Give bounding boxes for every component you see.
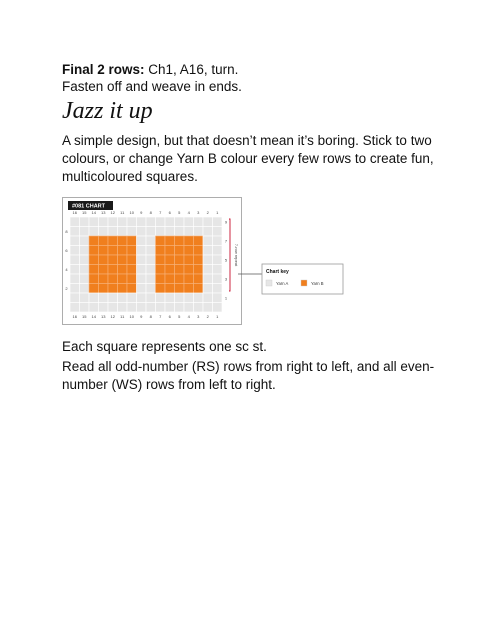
col-label-bottom: 11 xyxy=(120,314,125,319)
chart-cell-yarn-a xyxy=(184,293,194,303)
col-label-bottom: 14 xyxy=(91,314,96,319)
chart-cell-yarn-a xyxy=(70,236,80,246)
chart-cell-yarn-a xyxy=(203,265,213,275)
chart-cell-yarn-b xyxy=(165,274,175,284)
chart-cell-yarn-a xyxy=(146,255,156,265)
chart-cell-yarn-a xyxy=(203,236,213,246)
chart-cell-yarn-b xyxy=(118,274,128,284)
chart-cell-yarn-b xyxy=(156,284,166,294)
chart-cell-yarn-a xyxy=(70,246,80,256)
chart-cell-yarn-a xyxy=(99,293,109,303)
row-label-left: 4 xyxy=(65,266,68,272)
chart-cell-yarn-a xyxy=(213,265,223,275)
chart-cell-yarn-a xyxy=(165,303,175,313)
chart-cell-yarn-b xyxy=(156,255,166,265)
chart-cell-yarn-b xyxy=(108,246,118,256)
col-label-bottom: 9 xyxy=(140,314,143,319)
chart-cell-yarn-a xyxy=(137,227,147,237)
col-label-bottom: 4 xyxy=(187,314,190,319)
col-label-bottom: 6 xyxy=(168,314,171,319)
chart-cell-yarn-a xyxy=(146,217,156,227)
chart-cell-yarn-a xyxy=(89,227,99,237)
chart-cell-yarn-a xyxy=(213,236,223,246)
final-rows-text: Ch1, A16, turn. xyxy=(144,62,239,77)
row-label-right: 7 xyxy=(224,238,228,244)
chart-cell-yarn-a xyxy=(127,227,137,237)
col-label-top: 3 xyxy=(197,210,200,215)
chart-cell-yarn-b xyxy=(118,236,128,246)
chart-cell-yarn-a xyxy=(175,293,185,303)
row-label-right: 5 xyxy=(224,257,228,263)
chart-cell-yarn-a xyxy=(80,293,90,303)
chart-cell-yarn-b xyxy=(184,284,194,294)
chart-cell-yarn-b xyxy=(99,284,109,294)
chart-cell-yarn-a xyxy=(184,303,194,313)
col-label-top: 14 xyxy=(91,210,96,215)
chart-cell-yarn-a xyxy=(213,284,223,294)
chart-cell-yarn-a xyxy=(194,293,204,303)
col-label-top: 13 xyxy=(101,210,106,215)
chart-cell-yarn-a xyxy=(165,217,175,227)
chart-cell-yarn-b xyxy=(127,236,137,246)
chart-cell-yarn-a xyxy=(137,284,147,294)
chart-cell-yarn-a xyxy=(175,217,185,227)
chart-cell-yarn-a xyxy=(203,293,213,303)
chart-cell-yarn-b xyxy=(175,284,185,294)
chart-cell-yarn-b xyxy=(184,255,194,265)
chart-cell-yarn-a xyxy=(213,293,223,303)
chart-cell-yarn-a xyxy=(80,246,90,256)
chart-cell-yarn-b xyxy=(89,255,99,265)
chart-figure xyxy=(62,197,344,325)
chart-cell-yarn-b xyxy=(99,246,109,256)
col-label-top: 8 xyxy=(149,210,152,215)
chart-cell-yarn-a xyxy=(203,274,213,284)
key-label: Yarn A xyxy=(276,281,289,286)
row-label-left: 8 xyxy=(65,228,68,234)
key-swatch-yarn-a xyxy=(266,280,272,286)
col-label-bottom: 2 xyxy=(206,314,209,319)
chart-cell-yarn-a xyxy=(146,236,156,246)
chart-cell-yarn-a xyxy=(99,227,109,237)
chart-cell-yarn-b xyxy=(194,274,204,284)
chart-cell-yarn-a xyxy=(203,284,213,294)
final-rows-label: Final 2 rows: xyxy=(62,62,145,77)
chart-cell-yarn-a xyxy=(80,303,90,313)
chart-cell-yarn-a xyxy=(137,293,147,303)
chart-cell-yarn-b xyxy=(118,284,128,294)
col-label-top: 16 xyxy=(72,210,77,215)
chart-cell-yarn-b xyxy=(194,236,204,246)
chart-cell-yarn-a xyxy=(156,293,166,303)
section-body: A simple design, but that doesn’t mean it’s boring. Stick to two colours, or change Yarn B colour every few rows to create fun, multicoloured squares. xyxy=(62,133,434,184)
chart-cell-yarn-b xyxy=(89,236,99,246)
chart-cell-yarn-b xyxy=(118,246,128,256)
chart-cell-yarn-a xyxy=(137,217,147,227)
chart-cell-yarn-a xyxy=(118,303,128,313)
col-label-top: 2 xyxy=(206,210,209,215)
chart-cell-yarn-b xyxy=(184,246,194,256)
chart-cell-yarn-b xyxy=(108,284,118,294)
col-label-bottom: 1 xyxy=(216,314,219,319)
chart-cell-yarn-a xyxy=(156,217,166,227)
chart-grid xyxy=(70,217,222,312)
chart-cell-yarn-b xyxy=(99,274,109,284)
chart-cell-yarn-b xyxy=(175,236,185,246)
row-label-right: 3 xyxy=(224,276,228,282)
chart-cell-yarn-a xyxy=(203,217,213,227)
chart-cell-yarn-a xyxy=(184,217,194,227)
chart-cell-yarn-b xyxy=(175,255,185,265)
chart-cell-yarn-a xyxy=(80,227,90,237)
chart-cell-yarn-a xyxy=(175,227,185,237)
chart-cell-yarn-b xyxy=(184,274,194,284)
chart-cell-yarn-a xyxy=(70,227,80,237)
chart-cell-yarn-a xyxy=(70,265,80,275)
chart-cell-yarn-a xyxy=(127,217,137,227)
chart-cell-yarn-b xyxy=(118,265,128,275)
chart-cell-yarn-a xyxy=(89,293,99,303)
chart-cell-yarn-b xyxy=(156,246,166,256)
chart-cell-yarn-a xyxy=(203,255,213,265)
chart-cell-yarn-a xyxy=(70,255,80,265)
chart-cell-yarn-a xyxy=(213,303,223,313)
chart-cell-yarn-a xyxy=(194,303,204,313)
col-label-bottom: 12 xyxy=(110,314,115,319)
chart-cell-yarn-a xyxy=(80,236,90,246)
row-label-left: 6 xyxy=(65,247,68,253)
chart-cell-yarn-a xyxy=(70,303,80,313)
chart-cell-yarn-a xyxy=(137,303,147,313)
col-label-top: 10 xyxy=(129,210,134,215)
chart-cell-yarn-a xyxy=(137,255,147,265)
col-label-bottom: 13 xyxy=(101,314,106,319)
col-label-top: 12 xyxy=(110,210,115,215)
chart-cell-yarn-a xyxy=(194,217,204,227)
row-label-right: 1 xyxy=(224,295,228,301)
crochet-chart xyxy=(62,197,344,325)
chart-cell-yarn-a xyxy=(70,217,80,227)
key-label: Yarn B xyxy=(311,281,324,286)
chart-cell-yarn-b xyxy=(127,265,137,275)
chart-cell-yarn-a xyxy=(213,274,223,284)
col-label-top: 1 xyxy=(216,210,219,215)
chart-cell-yarn-b xyxy=(89,274,99,284)
chart-cell-yarn-a xyxy=(146,274,156,284)
chart-cell-yarn-a xyxy=(146,227,156,237)
chart-cell-yarn-a xyxy=(108,217,118,227)
chart-cell-yarn-b xyxy=(127,255,137,265)
chart-key-title: Chart key xyxy=(266,269,289,275)
chart-cell-yarn-b xyxy=(194,265,204,275)
chart-cell-yarn-a xyxy=(213,227,223,237)
final-rows-instruction xyxy=(62,61,442,79)
chart-cell-yarn-a xyxy=(70,274,80,284)
chart-cell-yarn-a xyxy=(146,284,156,294)
col-label-bottom: 8 xyxy=(149,314,152,319)
chart-cell-yarn-a xyxy=(118,227,128,237)
col-label-bottom: 3 xyxy=(197,314,200,319)
chart-cell-yarn-a xyxy=(80,274,90,284)
chart-cell-yarn-b xyxy=(165,246,175,256)
chart-cell-yarn-b xyxy=(156,274,166,284)
chart-cell-yarn-a xyxy=(137,265,147,275)
chart-cell-yarn-b xyxy=(184,236,194,246)
chart-cell-yarn-b xyxy=(194,246,204,256)
chart-cell-yarn-b xyxy=(118,255,128,265)
chart-cell-yarn-a xyxy=(99,303,109,313)
chart-cell-yarn-b xyxy=(108,255,118,265)
chart-cell-yarn-b xyxy=(108,265,118,275)
chart-cell-yarn-b xyxy=(194,284,204,294)
chart-cell-yarn-a xyxy=(213,246,223,256)
chart-cell-yarn-b xyxy=(175,265,185,275)
chart-cell-yarn-a xyxy=(80,217,90,227)
chart-cell-yarn-b xyxy=(99,255,109,265)
section-heading: Jazz it up xyxy=(62,98,153,124)
chart-cell-yarn-a xyxy=(203,303,213,313)
chart-cell-yarn-b xyxy=(108,236,118,246)
chart-cell-yarn-a xyxy=(165,227,175,237)
chart-cell-yarn-b xyxy=(165,265,175,275)
chart-cell-yarn-b xyxy=(99,236,109,246)
chart-cell-yarn-a xyxy=(118,293,128,303)
chart-cell-yarn-a xyxy=(156,227,166,237)
col-label-bottom: 10 xyxy=(129,314,134,319)
chart-cell-yarn-b xyxy=(127,284,137,294)
chart-cell-yarn-a xyxy=(203,227,213,237)
chart-cell-yarn-a xyxy=(156,303,166,313)
chart-cell-yarn-a xyxy=(146,246,156,256)
reading-note: Read all odd-number (RS) rows from right to left, and all even-number (WS) rows from left to right. xyxy=(62,359,435,392)
col-label-top: 4 xyxy=(187,210,190,215)
chart-title: #081 CHART xyxy=(72,203,106,210)
chart-cell-yarn-b xyxy=(89,265,99,275)
chart-cell-yarn-a xyxy=(127,293,137,303)
chart-cell-yarn-a xyxy=(70,293,80,303)
chart-cell-yarn-b xyxy=(127,246,137,256)
chart-cell-yarn-a xyxy=(165,293,175,303)
chart-cell-yarn-b xyxy=(165,236,175,246)
chart-cell-yarn-a xyxy=(108,303,118,313)
chart-cell-yarn-b xyxy=(165,255,175,265)
chart-cell-yarn-a xyxy=(137,274,147,284)
chart-cell-yarn-a xyxy=(137,236,147,246)
chart-cell-yarn-b xyxy=(184,265,194,275)
row-label-right: 9 xyxy=(224,219,228,225)
chart-cell-yarn-b xyxy=(127,274,137,284)
chart-cell-yarn-a xyxy=(108,293,118,303)
col-label-top: 6 xyxy=(168,210,171,215)
col-label-top: 15 xyxy=(82,210,87,215)
repeat-label: 7-row repeat xyxy=(234,243,239,267)
col-label-top: 9 xyxy=(140,210,143,215)
chart-cell-yarn-a xyxy=(146,293,156,303)
chart-cell-yarn-a xyxy=(175,303,185,313)
chart-cell-yarn-a xyxy=(80,255,90,265)
chart-cell-yarn-b xyxy=(175,274,185,284)
chart-cell-yarn-b xyxy=(99,265,109,275)
chart-cell-yarn-b xyxy=(165,284,175,294)
chart-cell-yarn-b xyxy=(156,236,166,246)
square-note: Each square represents one sc st. xyxy=(62,339,267,354)
chart-cell-yarn-a xyxy=(99,217,109,227)
chart-cell-yarn-a xyxy=(146,265,156,275)
row-label-left: 2 xyxy=(65,285,68,291)
chart-cell-yarn-a xyxy=(89,303,99,313)
chart-cell-yarn-a xyxy=(80,284,90,294)
col-label-top: 7 xyxy=(159,210,162,215)
col-label-top: 11 xyxy=(120,210,125,215)
chart-cell-yarn-a xyxy=(80,265,90,275)
key-swatch-yarn-b xyxy=(301,280,307,286)
chart-cell-yarn-a xyxy=(194,227,204,237)
chart-cell-yarn-b xyxy=(89,284,99,294)
col-label-bottom: 7 xyxy=(159,314,162,319)
chart-cell-yarn-a xyxy=(108,227,118,237)
col-label-top: 5 xyxy=(178,210,181,215)
chart-cell-yarn-b xyxy=(108,274,118,284)
chart-cell-yarn-b xyxy=(156,265,166,275)
chart-cell-yarn-a xyxy=(184,227,194,237)
col-label-bottom: 15 xyxy=(82,314,87,319)
chart-cell-yarn-a xyxy=(213,255,223,265)
chart-cell-yarn-a xyxy=(127,303,137,313)
chart-cell-yarn-a xyxy=(213,217,223,227)
chart-cell-yarn-b xyxy=(175,246,185,256)
chart-cell-yarn-b xyxy=(89,246,99,256)
chart-cell-yarn-a xyxy=(137,246,147,256)
chart-cell-yarn-b xyxy=(194,255,204,265)
chart-cell-yarn-a xyxy=(146,303,156,313)
chart-cell-yarn-a xyxy=(70,284,80,294)
col-label-bottom: 5 xyxy=(178,314,181,319)
chart-cell-yarn-a xyxy=(89,217,99,227)
chart-cell-yarn-a xyxy=(118,217,128,227)
chart-cell-yarn-a xyxy=(203,246,213,256)
fasten-off-instruction: Fasten off and weave in ends. xyxy=(62,79,242,94)
col-label-bottom: 16 xyxy=(72,314,77,319)
